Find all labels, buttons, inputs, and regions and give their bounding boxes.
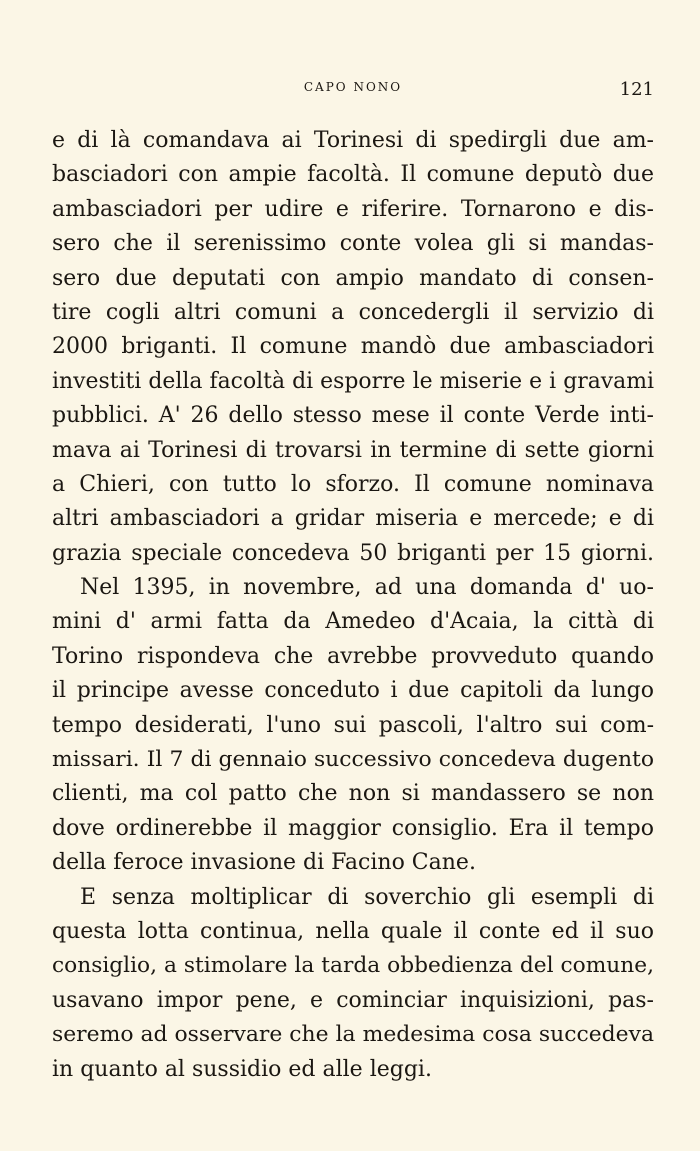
text-line: 2000 briganti. Il comune mandò due ambasciadori bbox=[52, 334, 654, 360]
text-line: tire cogli altri comuni a concedergli il servizio di bbox=[52, 299, 654, 325]
paragraph-2 bbox=[52, 571, 654, 881]
text-line: mini d' armi fatta da Amedeo d'Acaia, la città di bbox=[52, 609, 654, 635]
text-line: missari. Il 7 di gennaio successivo concedeva dugento bbox=[52, 747, 654, 773]
text-line: mava ai Torinesi di trovarsi in termine di sette giorni bbox=[52, 437, 654, 463]
text-line: altri ambasciadori a gridar miseria e mercede; e di bbox=[52, 506, 654, 532]
text-line: pubblici. A' 26 dello stesso mese il conte Verde inti- bbox=[52, 403, 654, 429]
running-head bbox=[52, 80, 654, 102]
text-line: sero che il serenissimo conte volea gli si mandas- bbox=[52, 231, 654, 257]
text-line: questa lotta continua, nella quale il conte ed il suo bbox=[52, 918, 654, 944]
text-line: della feroce invasione di Facino Cane. bbox=[52, 850, 476, 876]
text-line: ambasciadori per udire e riferire. Tornarono e dis- bbox=[52, 196, 654, 222]
text-line: Torino rispondeva che avrebbe provveduto quando bbox=[52, 643, 654, 669]
text-line: tempo desiderati, l'uno sui pascoli, l'altro sui com- bbox=[52, 712, 654, 738]
paragraph-1 bbox=[52, 124, 654, 571]
text-line: consiglio, a stimolare la tarda obbedienza del comune, bbox=[52, 953, 654, 979]
text-line: il principe avesse conceduto i due capitoli da lungo bbox=[52, 678, 654, 704]
text-line: in quanto al sussidio ed alle leggi. bbox=[52, 1056, 432, 1082]
text-line: dove ordinerebbe il maggior consiglio. Era il tempo bbox=[52, 815, 654, 841]
text-line: e di là comandava ai Torinesi di spedirgli due am- bbox=[52, 128, 654, 153]
text-line: Nel 1395, in novembre, ad una domanda d' uo- bbox=[80, 575, 654, 601]
text-line: seremo ad osservare che la medesima cosa succedeva bbox=[52, 1022, 654, 1048]
text-line: sero due deputati con ampio mandato di consen- bbox=[52, 265, 654, 291]
text-line: grazia speciale concedeva 50 briganti per 15 giorni. bbox=[52, 540, 654, 566]
text-line: investiti della facoltà di esporre le miserie e i gravami bbox=[52, 368, 654, 394]
running-title: CAPO NONO bbox=[303, 80, 403, 94]
text-line: clienti, ma col patto che non si mandassero se non bbox=[52, 781, 654, 807]
body-text bbox=[52, 124, 654, 1087]
text-line: basciadori con ampie facoltà. Il comune deputò due bbox=[52, 162, 654, 188]
page-number: 121 bbox=[619, 79, 654, 100]
text-line: a Chieri, con tutto lo sforzo. Il comune nominava bbox=[52, 471, 654, 497]
text-line: usavano impor pene, e cominciar inquisizioni, pas- bbox=[52, 987, 654, 1013]
text-line: E senza moltiplicar di soverchio gli esempli di bbox=[80, 884, 654, 910]
paragraph-3 bbox=[52, 881, 654, 1087]
